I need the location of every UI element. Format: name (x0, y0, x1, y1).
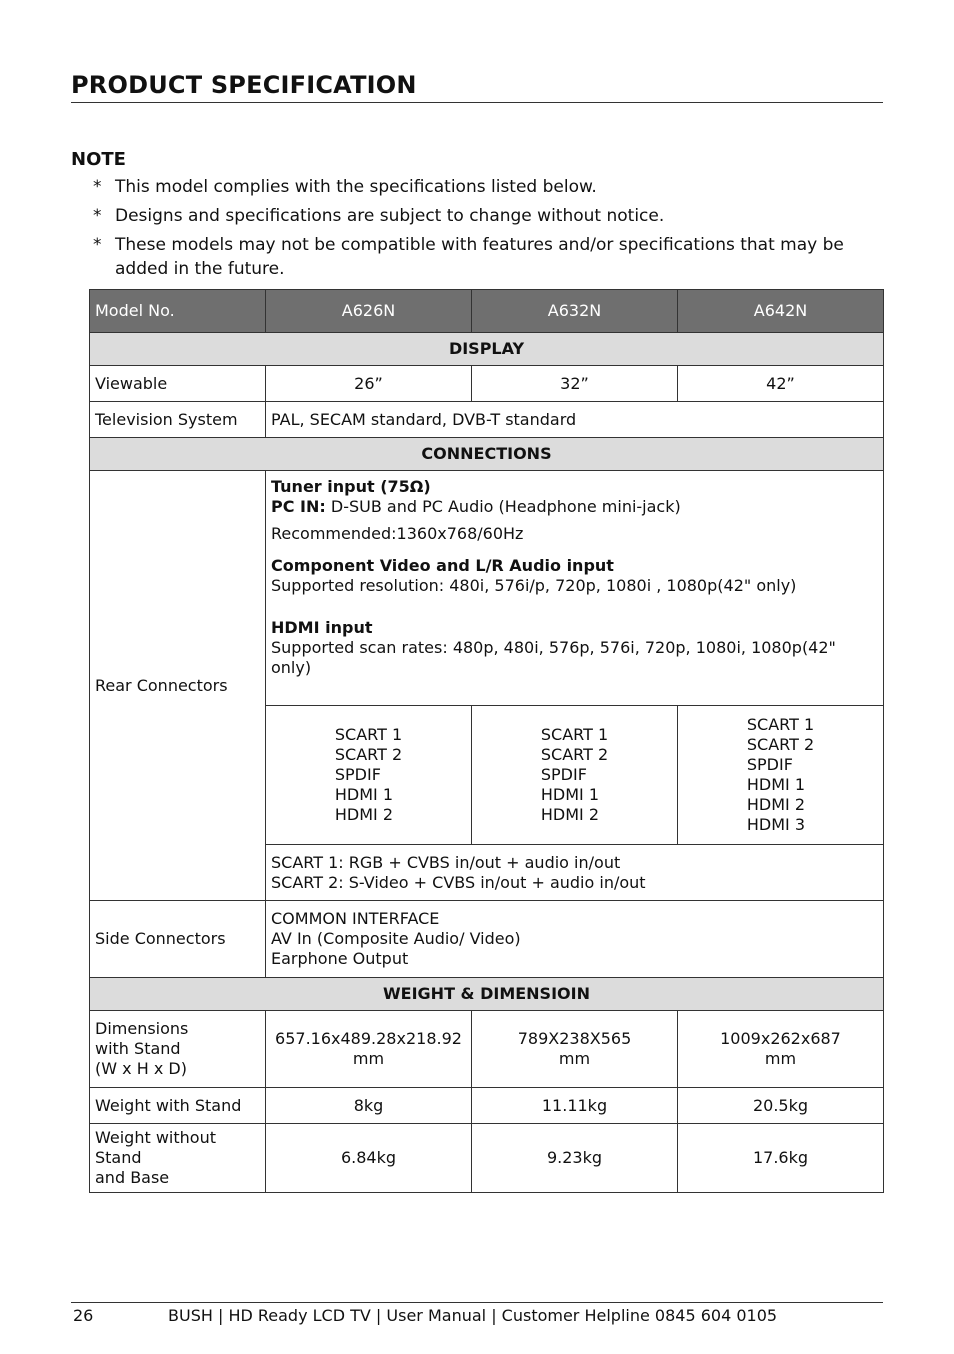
note-heading: NOTE (71, 149, 126, 170)
note-item (93, 204, 893, 228)
section-connections: CONNECTIONS (90, 438, 884, 471)
viewable-a642n: 42” (678, 366, 884, 402)
viewable-a632n: 32” (472, 366, 678, 402)
port-item: SCART 2 (746, 735, 815, 754)
weight-with-a626n: 8kg (266, 1088, 472, 1124)
note-text: This model complies with the specifications listed below. (115, 177, 597, 197)
row-label-viewable: Viewable (90, 366, 266, 402)
dimension-unit: mm (558, 1049, 591, 1068)
port-item: SCART 2 (334, 745, 403, 764)
rear-ports-a642n (678, 706, 884, 845)
tv-system-value: PAL, SECAM standard, DVB-T standard (266, 402, 884, 438)
table-row (90, 366, 884, 402)
asterisk-bullet: * (93, 206, 102, 226)
dimensions-label-line: with Stand (95, 1039, 181, 1058)
port-item: SCART 1 (540, 725, 609, 744)
dimension-value: 657.16x489.28x218.92 (275, 1029, 462, 1048)
port-item: SCART 2 (540, 745, 609, 764)
weight-without-a626n: 6.84kg (266, 1124, 472, 1193)
row-label-dimensions (90, 1011, 266, 1088)
table-header-row (90, 290, 884, 333)
note-text: Designs and specifications are subject to change without notice. (115, 206, 665, 226)
scart1-description: SCART 1: RGB + CVBS in/out + audio in/out (271, 852, 621, 872)
table-row (90, 1088, 884, 1124)
dimension-unit: mm (764, 1049, 797, 1068)
weight-without-a642n: 17.6kg (678, 1124, 884, 1193)
note-text: These models may not be compatible with features and/or specifications that may be added in the future. (115, 235, 844, 279)
table-row (90, 1011, 884, 1088)
table-row (90, 1124, 884, 1193)
footer-divider (71, 1302, 883, 1303)
section-weight-row (90, 978, 884, 1011)
dimensions-a626n (266, 1011, 472, 1088)
table-row (90, 471, 884, 706)
port-item: HDMI 1 (746, 775, 805, 794)
section-weight: WEIGHT & DIMENSIOIN (90, 978, 884, 1011)
component-heading: Component Video and L/R Audio input (271, 556, 614, 575)
port-list (541, 725, 608, 825)
section-display-row (90, 333, 884, 366)
section-display: DISPLAY (90, 333, 884, 366)
weight-without-label-line: and Base (95, 1168, 170, 1187)
side-connector-item: COMMON INTERFACE (271, 909, 440, 928)
row-label-weight-with-stand: Weight with Stand (90, 1088, 266, 1124)
component-text: Supported resolution: 480i, 576i/p, 720p, 1080i , 1080p(42" only) (271, 576, 797, 595)
weight-without-a632n: 9.23kg (472, 1124, 678, 1193)
side-connector-item: Earphone Output (271, 949, 409, 968)
footer-text: BUSH | HD Ready LCD TV | User Manual | Customer Helpline 0845 604 0105 (168, 1306, 778, 1325)
page-title: PRODUCT SPECIFICATION (71, 70, 883, 103)
port-list (747, 715, 814, 835)
hdmi-text: Supported scan rates: 480p, 480i, 576p, 576i, 720p, 1080i, 1080p(42" only) (271, 638, 836, 677)
table-row (90, 402, 884, 438)
port-item: HDMI 2 (746, 795, 805, 814)
note-list (93, 175, 893, 286)
dimensions-label-line: Dimensions (95, 1019, 189, 1038)
row-label-tv-system: Television System (90, 402, 266, 438)
row-label-side-connectors: Side Connectors (90, 901, 266, 978)
scart2-description: SCART 2: S-Video + CVBS in/out + audio in/out (271, 872, 646, 892)
weight-with-a642n: 20.5kg (678, 1088, 884, 1124)
rear-ports-a626n (266, 706, 472, 845)
asterisk-bullet: * (93, 177, 102, 197)
port-item: SCART 1 (746, 715, 815, 734)
header-model-a642n: A642N (678, 290, 884, 333)
dimension-unit: mm (352, 1049, 385, 1068)
viewable-a626n: 26” (266, 366, 472, 402)
port-item: HDMI 2 (334, 805, 393, 824)
note-item (93, 233, 893, 281)
page-number: 26 (73, 1306, 94, 1325)
hdmi-heading: HDMI input (271, 618, 373, 637)
header-model-a626n: A626N (266, 290, 472, 333)
port-item: HDMI 1 (540, 785, 599, 804)
port-list (335, 725, 402, 825)
tuner-input-heading: Tuner input (75Ω) (271, 477, 431, 496)
port-item: HDMI 3 (746, 815, 805, 834)
rear-ports-a632n (472, 706, 678, 845)
dimension-value: 789X238X565 (517, 1029, 632, 1048)
weight-without-label-line: Weight without Stand (95, 1128, 216, 1167)
note-item (93, 175, 893, 199)
port-item: HDMI 2 (540, 805, 599, 824)
side-connectors-value (266, 901, 884, 978)
scart-description (266, 845, 884, 901)
pc-in-line (271, 497, 878, 517)
header-model-a632n: A632N (472, 290, 678, 333)
recommended-resolution: Recommended:1360x768/60Hz (271, 524, 524, 543)
port-item: HDMI 1 (334, 785, 393, 804)
row-label-weight-without-stand (90, 1124, 266, 1193)
asterisk-bullet: * (93, 235, 102, 255)
table-row (90, 901, 884, 978)
dimensions-a632n (472, 1011, 678, 1088)
section-connections-row (90, 438, 884, 471)
port-item: SPDIF (746, 755, 793, 774)
port-item: SPDIF (334, 765, 381, 784)
dimensions-a642n (678, 1011, 884, 1088)
dimensions-label-line: (W x H x D) (95, 1059, 187, 1078)
pc-in-label: PC IN: (271, 497, 326, 516)
row-label-rear-connectors: Rear Connectors (90, 471, 266, 901)
pc-in-value: D-SUB and PC Audio (Headphone mini-jack) (325, 497, 681, 516)
rear-connectors-details (266, 471, 884, 706)
header-model-no: Model No. (90, 290, 266, 333)
weight-with-a632n: 11.11kg (472, 1088, 678, 1124)
spec-table (89, 289, 884, 1193)
dimension-value: 1009x262x687 (720, 1029, 841, 1048)
port-item: SCART 1 (334, 725, 403, 744)
port-item: SPDIF (540, 765, 587, 784)
side-connector-item: AV In (Composite Audio/ Video) (271, 929, 521, 948)
